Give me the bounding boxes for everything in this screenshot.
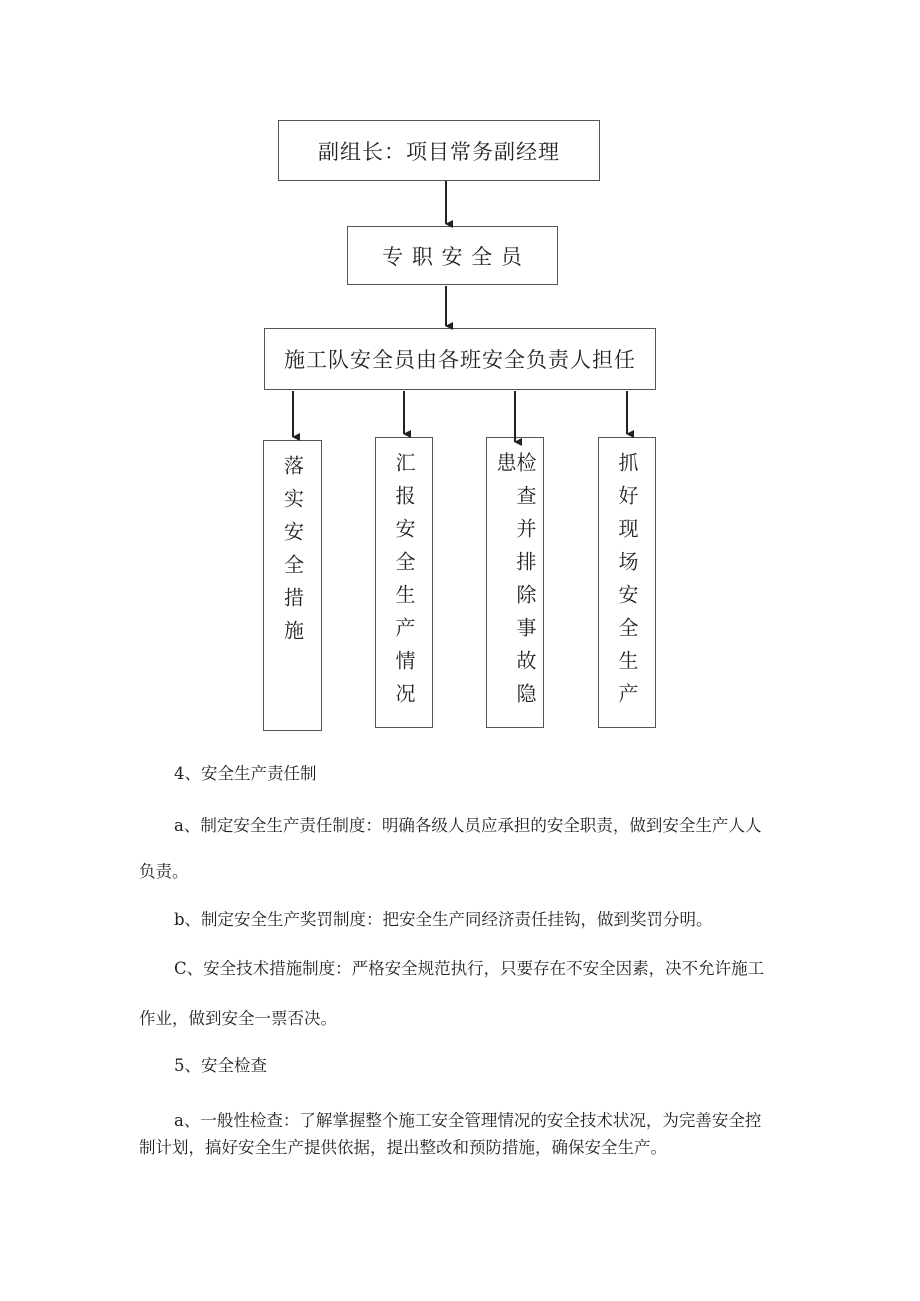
paragraph-a-line-1: a、制定安全生产责任制度：明确各级人员应承担的安全职责，做到安全生产人人 [174,816,762,835]
chart-box-safety-officer-label: 专 职 安 全 员 [382,244,523,269]
chart-box-duty-4-label: 抓好现场安全生产 [615,452,639,716]
paragraph-c-line-1: C、安全技术措施制度：严格安全规范执行，只要存在不安全因素，决不允许施工 [174,959,765,978]
chart-box-duty-1-label: 落实安全措施 [280,455,305,653]
chart-box-deputy-leader-label: 副组长：项目常务副经理 [318,139,560,164]
chart-box-duty-2-label: 汇报安全生产情况 [392,452,416,716]
paragraph-c-line-2: 作业，做到安全一票否决。 [139,1009,337,1028]
heading-responsibility-system: 4、安全生产责任制 [174,764,317,783]
paragraph-d-line-1: a、一般性检查：了解掌握整个施工安全管理情况的安全技术状况，为完善安全控 [174,1111,762,1130]
heading-safety-inspection: 5、安全检查 [174,1056,267,1075]
paragraph-b: b、制定安全生产奖罚制度：把安全生产同经济责任挂钩，做到奖罚分明。 [174,910,713,929]
chart-box-team-safety-label: 施工队安全员由各班安全负责人担任 [284,348,636,372]
paragraph-a-line-2: 负责。 [139,862,189,881]
paragraph-d-line-2: 制计划，搞好安全生产提供依据，提出整改和预防措施，确保安全生产。 [139,1138,667,1157]
chart-box-duty-3-label: 检查并排除事故隐患 [493,452,537,716]
